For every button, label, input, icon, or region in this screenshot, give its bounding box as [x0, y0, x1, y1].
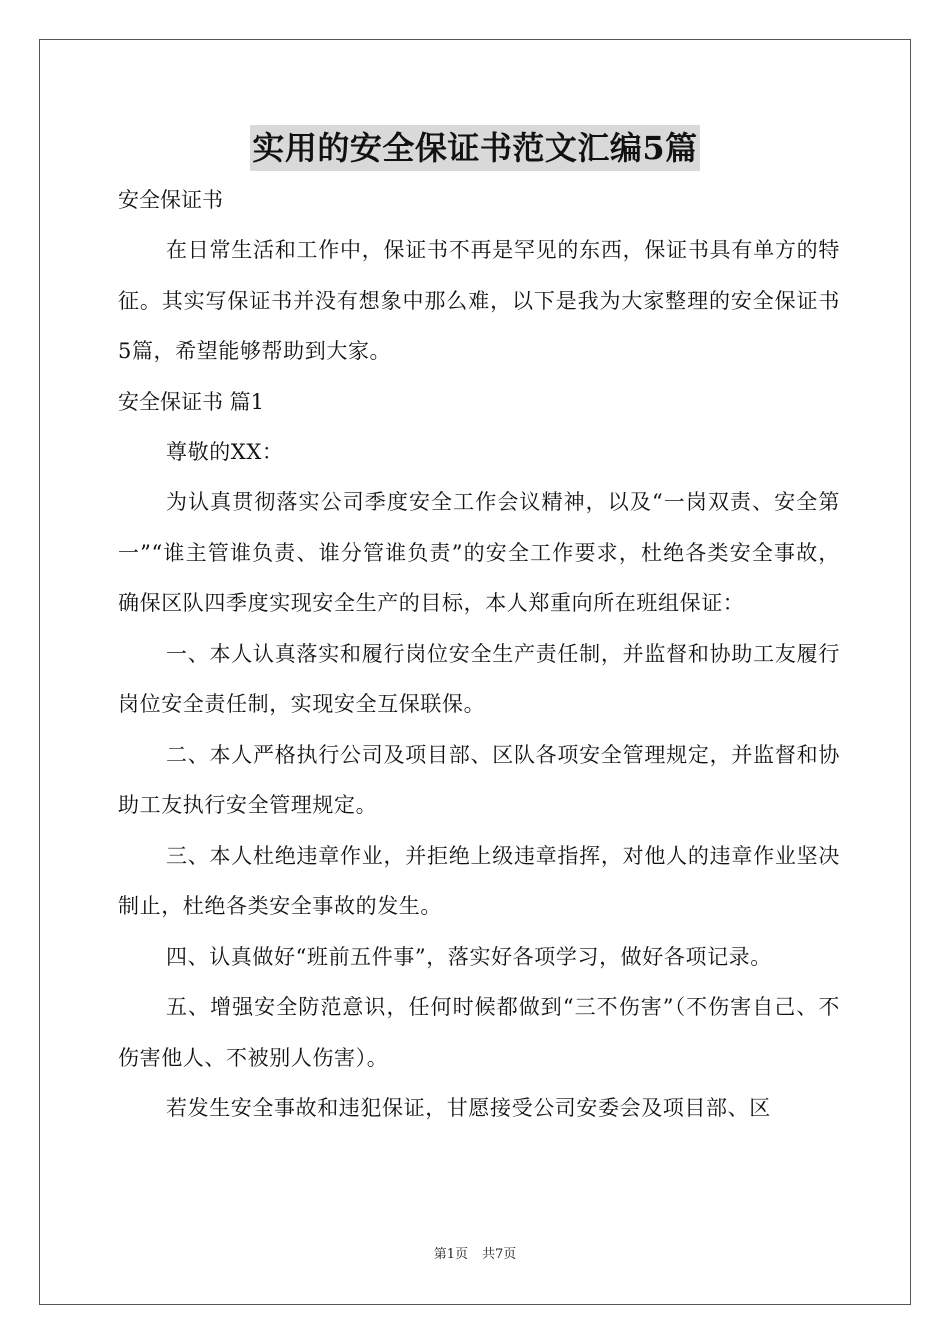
- body-paragraph: 四、认真做好“班前五件事”，落实好各项学习，做好各项记录。: [166, 944, 772, 969]
- body-paragraph: 为认真贯彻落实公司季度安全工作会议精神，以及“一岗双责、安全第一”“谁主管谁负责、谁分管谁负责”的安全工作要求，杜绝各类安全事故，确保区队四季度实现安全生产的目标，本人郑重向所在班组保证：: [118, 490, 840, 615]
- section-heading: 安全保证书 篇1: [118, 389, 265, 414]
- body-paragraph: 五、增强安全防范意识，任何时候都做到“三不伤害”（不伤害自己、不伤害他人、不被别人伤害）。: [118, 995, 840, 1070]
- title-area: [0, 125, 950, 171]
- heading-safety-pledge: 安全保证书: [118, 188, 223, 212]
- page-total: 共7页: [482, 1247, 517, 1262]
- page-footer: [0, 1246, 950, 1264]
- document-title: 实用的安全保证书范文汇编5篇: [250, 125, 699, 171]
- salutation: 尊敬的XX：: [166, 439, 284, 464]
- body-paragraph: 三、本人杜绝违章作业，并拒绝上级违章指挥，对他人的违章作业坚决制止，杜绝各类安全事故的发生。: [118, 843, 840, 918]
- body-paragraph: 一、本人认真落实和履行岗位安全生产责任制，并监督和协助工友履行岗位安全责任制，实现安全互保联保。: [118, 641, 840, 716]
- body-paragraph: 二、本人严格执行公司及项目部、区队各项安全管理规定，并监督和协助工友执行安全管理规定。: [118, 742, 840, 817]
- body-paragraph: 若发生安全事故和违犯保证，甘愿接受公司安委会及项目部、区: [166, 1096, 771, 1120]
- document-body: [118, 175, 840, 1134]
- intro-paragraph: 在日常生活和工作中，保证书不再是罕见的东西，保证书具有单方的特征。其实写保证书并没有想象中那么难，以下是我为大家整理的安全保证书5篇，希望能够帮助到大家。: [118, 238, 840, 363]
- page-number: 第1页: [433, 1247, 468, 1262]
